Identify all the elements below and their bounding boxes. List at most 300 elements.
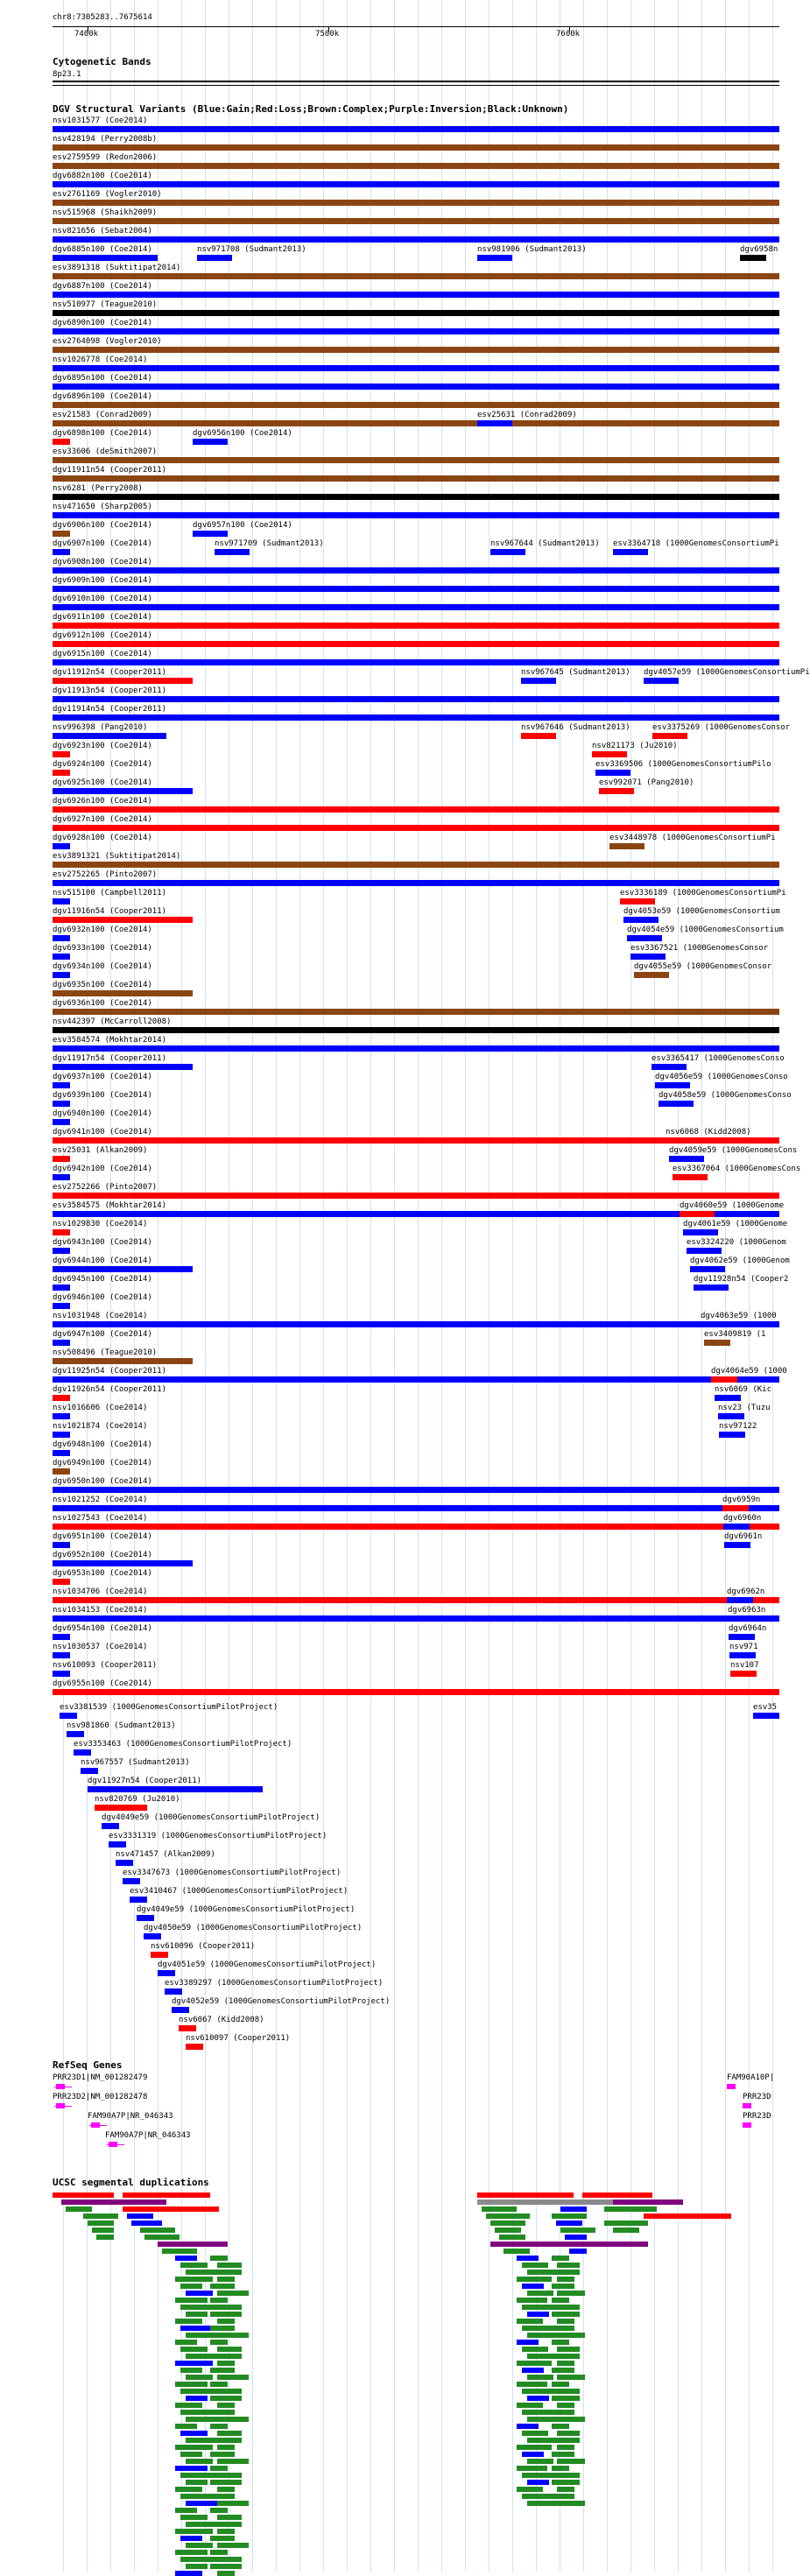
variant-bar[interactable] (683, 1229, 718, 1235)
variant-bar[interactable] (53, 1615, 779, 1622)
variant-label[interactable]: dgv6961n (724, 1532, 763, 1541)
variant-label[interactable]: nsv971709 (Sudmant2013) (215, 539, 324, 548)
variant-bar[interactable] (613, 549, 648, 555)
variant-label[interactable]: nsv996398 (Pang2010) (53, 723, 148, 732)
segdup-feature[interactable] (522, 2263, 548, 2268)
variant-label[interactable]: dgv6955n100 (Coe2014) (53, 1679, 152, 1688)
variant-bar[interactable] (53, 328, 779, 334)
variant-label[interactable]: dgv6939n100 (Coe2014) (53, 1091, 152, 1100)
variant-bar[interactable] (477, 255, 512, 261)
variant-bar[interactable] (53, 1505, 779, 1511)
variant-bar[interactable] (53, 457, 779, 463)
segdup-feature[interactable] (210, 2522, 242, 2527)
variant-label[interactable]: nsv981860 (Sudmant2013) (67, 1721, 176, 1730)
segdup-feature[interactable] (477, 2199, 626, 2205)
segdup-feature[interactable] (557, 2403, 574, 2408)
segdup-feature[interactable] (66, 2206, 92, 2212)
gene-label[interactable]: PRR23D (743, 2112, 771, 2121)
segdup-feature[interactable] (517, 2319, 543, 2324)
variant-bar[interactable] (53, 1229, 70, 1235)
variant-label[interactable]: dgv4052e59 (1000GenomesConsortiumPilotProject) (172, 1997, 391, 2006)
segdup-feature[interactable] (175, 2403, 202, 2408)
segdup-feature[interactable] (180, 2284, 202, 2289)
variant-label[interactable]: esv3331319 (1000GenomesConsortiumPilotProject) (109, 1832, 328, 1841)
segdup-feature[interactable] (217, 2361, 235, 2366)
variant-label[interactable]: dgv6923n100 (Coe2014) (53, 742, 152, 750)
segdup-feature[interactable] (217, 2319, 235, 2324)
segdup-feature[interactable] (210, 2536, 235, 2541)
variant-bar[interactable] (53, 1468, 70, 1475)
segdup-feature[interactable] (175, 2382, 208, 2387)
segdup-feature[interactable] (557, 2291, 585, 2296)
variant-bar[interactable] (595, 770, 630, 776)
segdup-feature[interactable] (569, 2249, 587, 2254)
variant-bar[interactable] (53, 236, 779, 243)
segdup-feature[interactable] (180, 2389, 218, 2394)
variant-bar[interactable] (644, 678, 679, 684)
variant-bar[interactable] (179, 2025, 196, 2031)
gene-exon[interactable] (56, 2084, 65, 2089)
variant-bar[interactable] (630, 954, 666, 960)
variant-label[interactable]: nsv1021252 (Coe2014) (53, 1496, 148, 1504)
segdup-feature[interactable] (552, 2368, 574, 2373)
variant-bar[interactable] (711, 1376, 737, 1383)
variant-bar[interactable] (666, 1137, 701, 1144)
segdup-feature[interactable] (552, 2270, 580, 2275)
variant-label[interactable]: nsv1026778 (Coe2014) (53, 355, 148, 364)
variant-label[interactable]: dgv6946n100 (Coe2014) (53, 1293, 152, 1302)
variant-bar[interactable] (53, 1560, 193, 1566)
variant-bar[interactable] (521, 733, 556, 739)
variant-label[interactable]: dgv6945n100 (Coe2014) (53, 1275, 152, 1284)
variant-bar[interactable] (53, 402, 779, 408)
variant-label[interactable]: nsv1030537 (Coe2014) (53, 1643, 148, 1651)
segdup-feature[interactable] (127, 2214, 153, 2219)
variant-bar[interactable] (53, 292, 779, 298)
variant-label[interactable]: esv2752265 (Pinto2007) (53, 870, 158, 879)
segdup-feature[interactable] (217, 2263, 242, 2268)
variant-label[interactable]: nsv1034153 (Coe2014) (53, 1606, 148, 1615)
segdup-feature[interactable] (217, 2305, 242, 2310)
variant-bar[interactable] (729, 1634, 755, 1640)
segdup-feature[interactable] (557, 2459, 585, 2464)
variant-label[interactable]: nsv515968 (Shaikh2009) (53, 208, 158, 217)
variant-label[interactable]: nsv610097 (Cooper2011) (186, 2034, 291, 2043)
segdup-feature[interactable] (180, 2473, 218, 2478)
segdup-feature[interactable] (217, 2501, 249, 2506)
segdup-feature[interactable] (180, 2452, 202, 2457)
variant-label[interactable]: dgv6937n100 (Coe2014) (53, 1073, 152, 1081)
variant-label[interactable]: nsv510977 (Teague2010) (53, 300, 158, 309)
variant-bar[interactable] (53, 1524, 779, 1530)
segdup-feature[interactable] (210, 2452, 235, 2457)
variant-label[interactable]: dgv6885n100 (Coe2014) (53, 245, 152, 254)
variant-bar[interactable] (81, 1768, 98, 1774)
segdup-feature[interactable] (175, 2361, 213, 2366)
segdup-feature[interactable] (140, 2228, 175, 2233)
segdup-feature[interactable] (217, 2417, 249, 2422)
refseq-track-title[interactable]: RefSeq Genes (53, 2059, 123, 2071)
variant-label[interactable]: dgv6906n100 (Coe2014) (53, 521, 152, 530)
variant-bar[interactable] (53, 862, 779, 868)
variant-bar[interactable] (53, 420, 779, 426)
variant-label[interactable]: nsv107 (730, 1661, 759, 1670)
variant-bar[interactable] (53, 1395, 70, 1401)
variant-label[interactable]: dgv6944n100 (Coe2014) (53, 1256, 152, 1265)
variant-label[interactable]: dgv6933n100 (Coe2014) (53, 944, 152, 953)
variant-bar[interactable] (53, 1634, 70, 1640)
segdup-feature[interactable] (527, 2312, 549, 2317)
segdup-feature[interactable] (210, 2564, 242, 2569)
variant-bar[interactable] (53, 1376, 779, 1383)
segdup-feature[interactable] (180, 2305, 218, 2310)
variant-label[interactable]: dgv6895n100 (Coe2014) (53, 374, 152, 383)
variant-bar[interactable] (53, 1597, 779, 1603)
segdup-feature[interactable] (175, 2424, 197, 2429)
variant-bar[interactable] (53, 439, 70, 445)
variant-label[interactable]: dgv6960n (723, 1514, 762, 1523)
segdup-feature[interactable] (522, 2326, 553, 2331)
variant-bar[interactable] (53, 1303, 70, 1309)
segdup-feature[interactable] (560, 2228, 595, 2233)
variant-bar[interactable] (137, 1915, 154, 1921)
variant-bar[interactable] (53, 770, 70, 776)
segdup-feature[interactable] (210, 2298, 228, 2303)
variant-label[interactable]: dgv6964n (729, 1624, 767, 1633)
variant-label[interactable]: nsv442397 (McCarroll2008) (53, 1017, 172, 1026)
segdup-feature[interactable] (557, 2263, 580, 2268)
variant-bar[interactable] (53, 751, 70, 757)
segdup-feature[interactable] (522, 2452, 544, 2457)
variant-label[interactable]: esv3891318 (Suktitipat2014) (53, 264, 181, 272)
segdup-feature[interactable] (477, 2192, 574, 2198)
segdup-feature[interactable] (517, 2424, 539, 2429)
variant-bar[interactable] (53, 512, 779, 518)
segdup-feature[interactable] (180, 2347, 208, 2352)
variant-bar[interactable] (53, 954, 70, 960)
variant-label[interactable]: dgv6962n (727, 1587, 765, 1596)
variant-bar[interactable] (53, 1321, 779, 1327)
segdup-feature[interactable] (552, 2494, 574, 2499)
variant-bar[interactable] (652, 733, 687, 739)
variant-bar[interactable] (53, 531, 70, 537)
variant-bar[interactable] (53, 310, 779, 316)
variant-label[interactable]: esv2759599 (Redon2006) (53, 153, 158, 162)
variant-label[interactable]: dgv11928n54 (Cooper2 (694, 1275, 789, 1284)
segdup-feature[interactable] (522, 2410, 553, 2415)
segdup-feature[interactable] (504, 2249, 530, 2254)
variant-bar[interactable] (477, 420, 512, 426)
variant-bar[interactable] (53, 678, 193, 684)
variant-label[interactable]: nsv967644 (Sudmant2013) (490, 539, 600, 548)
segdup-feature[interactable] (522, 2431, 548, 2436)
variant-label[interactable]: dgv6959n (722, 1496, 761, 1504)
segdup-feature[interactable] (180, 2515, 208, 2520)
variant-bar[interactable] (53, 1045, 779, 1052)
segdup-feature[interactable] (180, 2431, 208, 2436)
segdup-feature[interactable] (175, 2298, 208, 2303)
variant-label[interactable]: esv35 (753, 1703, 778, 1712)
segdup-feature[interactable] (180, 2368, 202, 2373)
variant-label[interactable]: dgv6942n100 (Coe2014) (53, 1165, 152, 1173)
variant-bar[interactable] (53, 825, 779, 831)
variant-label[interactable]: esv25031 (Alkan2009) (53, 1146, 148, 1155)
variant-bar[interactable] (53, 843, 70, 849)
variant-bar[interactable] (730, 1671, 757, 1677)
variant-bar[interactable] (53, 163, 779, 169)
segdup-feature[interactable] (522, 2389, 557, 2394)
variant-bar[interactable] (53, 1082, 70, 1088)
variant-bar[interactable] (53, 972, 70, 978)
segdup-feature[interactable] (552, 2312, 580, 2317)
variant-label[interactable]: dgv6915n100 (Coe2014) (53, 650, 152, 658)
segdup-feature[interactable] (210, 2396, 242, 2401)
segdup-feature[interactable] (604, 2206, 657, 2212)
variant-bar[interactable] (53, 200, 779, 206)
segdup-feature[interactable] (560, 2206, 587, 2212)
variant-label[interactable]: nsv967646 (Sudmant2013) (521, 723, 630, 732)
variant-bar[interactable] (634, 972, 669, 978)
variant-bar[interactable] (130, 1897, 147, 1903)
segdup-feature[interactable] (175, 2508, 197, 2513)
variant-label[interactable]: dgv11916n54 (Cooper2011) (53, 907, 167, 916)
variant-label[interactable]: nsv515100 (Campbell2011) (53, 889, 167, 897)
variant-label[interactable]: nsv967645 (Sudmant2013) (521, 668, 630, 677)
segdup-feature[interactable] (517, 2466, 547, 2471)
segdup-feature[interactable] (499, 2235, 525, 2240)
variant-label[interactable]: nsv971 (729, 1643, 758, 1651)
gene-label[interactable]: FAM90A7P|NR_046343 (88, 2112, 173, 2121)
variant-label[interactable]: esv3409819 (1 (704, 1330, 766, 1339)
segdup-feature[interactable] (557, 2375, 585, 2380)
segdup-feature[interactable] (217, 2333, 249, 2338)
variant-label[interactable]: esv3367064 (1000GenomesCons (673, 1165, 801, 1173)
variant-bar[interactable] (109, 1841, 126, 1848)
segdup-feature[interactable] (486, 2214, 530, 2219)
segdup-feature[interactable] (552, 2480, 580, 2485)
variant-label[interactable]: dgv6882n100 (Coe2014) (53, 172, 152, 180)
variant-bar[interactable] (53, 475, 779, 482)
segdup-feature[interactable] (217, 2487, 235, 2492)
variant-label[interactable]: dgv4057e59 (1000GenomesConsortiumPi (644, 668, 810, 677)
variant-bar[interactable] (53, 1487, 779, 1493)
segdup-feature[interactable] (210, 2340, 228, 2345)
segdup-feature[interactable] (552, 2326, 574, 2331)
segdup-feature[interactable] (490, 2221, 525, 2226)
variant-bar[interactable] (60, 1713, 77, 1719)
variant-bar[interactable] (95, 1805, 147, 1811)
variant-bar[interactable] (197, 255, 232, 261)
variant-label[interactable]: dgv4049e59 (1000GenomesConsortiumPilotProject) (137, 1905, 356, 1914)
segdup-feature[interactable] (186, 2459, 213, 2464)
variant-label[interactable]: dgv6896n100 (Coe2014) (53, 392, 152, 401)
variant-bar[interactable] (53, 1284, 70, 1291)
variant-label[interactable]: esv3375269 (1000GenomesConsor (652, 723, 791, 732)
dgv-track-title[interactable]: DGV Structural Variants (Blue:Gain;Red:Loss;Brown:Complex;Purple:Inversion;Black:Unknown) (53, 103, 569, 115)
variant-bar[interactable] (144, 1933, 161, 1939)
segdup-feature[interactable] (217, 2459, 249, 2464)
variant-bar[interactable] (718, 1413, 744, 1419)
variant-bar[interactable] (186, 2044, 203, 2050)
segdup-feature[interactable] (96, 2235, 114, 2240)
gene-exon[interactable] (91, 2122, 100, 2128)
variant-bar[interactable] (723, 1524, 750, 1530)
variant-bar[interactable] (53, 1689, 779, 1695)
variant-label[interactable]: dgv11925n54 (Cooper2011) (53, 1367, 167, 1376)
variant-bar[interactable] (53, 549, 70, 555)
variant-label[interactable]: dgv6935n100 (Coe2014) (53, 981, 152, 989)
variant-label[interactable]: esv2752266 (Pinto2007) (53, 1183, 158, 1192)
segdup-feature[interactable] (210, 2438, 242, 2443)
variant-label[interactable]: dgv6947n100 (Coe2014) (53, 1330, 152, 1339)
segdup-feature[interactable] (517, 2445, 552, 2450)
variant-bar[interactable] (53, 1119, 70, 1125)
segdup-feature[interactable] (527, 2459, 553, 2464)
segdup-feature[interactable] (92, 2228, 114, 2233)
segdup-feature[interactable] (186, 2543, 213, 2548)
variant-label[interactable]: esv3389297 (1000GenomesConsortiumPilotProject) (165, 1979, 384, 1988)
variant-bar[interactable] (680, 1211, 715, 1217)
variant-bar[interactable] (53, 898, 70, 904)
segdup-feature[interactable] (522, 2284, 544, 2289)
variant-label[interactable]: dgv4061e59 (1000Genome (683, 1220, 788, 1228)
segdup-feature[interactable] (552, 2466, 569, 2471)
variant-bar[interactable] (53, 1358, 193, 1364)
variant-bar[interactable] (690, 1266, 725, 1272)
variant-bar[interactable] (123, 1878, 140, 1884)
segdup-feature[interactable] (522, 2368, 544, 2373)
segdup-feature[interactable] (604, 2221, 648, 2226)
variant-bar[interactable] (53, 1009, 779, 1015)
segdup-feature[interactable] (557, 2445, 574, 2450)
variant-bar[interactable] (53, 384, 779, 390)
variant-bar[interactable] (669, 1156, 704, 1162)
segdup-feature[interactable] (552, 2452, 574, 2457)
segdup-feature[interactable] (162, 2249, 197, 2254)
segdup-feature[interactable] (517, 2403, 543, 2408)
segdup-feature[interactable] (210, 2550, 228, 2555)
segdup-feature[interactable] (123, 2192, 210, 2198)
variant-bar[interactable] (687, 1248, 722, 1254)
segdup-feature[interactable] (210, 2494, 235, 2499)
segdup-feature[interactable] (557, 2347, 580, 2352)
variant-label[interactable]: nsv967557 (Sudmant2013) (81, 1758, 190, 1767)
variant-label[interactable]: esv3448978 (1000GenomesConsortiumPi (609, 834, 776, 842)
variant-label[interactable]: dgv6912n100 (Coe2014) (53, 631, 152, 640)
variant-bar[interactable] (620, 898, 655, 904)
variant-bar[interactable] (592, 751, 627, 757)
segdup-feature[interactable] (517, 2340, 539, 2345)
segdup-feature[interactable] (217, 2389, 242, 2394)
variant-label[interactable]: dgv6950n100 (Coe2014) (53, 1477, 152, 1486)
variant-bar[interactable] (53, 935, 70, 941)
variant-bar[interactable] (652, 1064, 687, 1070)
variant-label[interactable]: esv3353463 (1000GenomesConsortiumPilotProject) (74, 1740, 292, 1749)
segdup-feature[interactable] (210, 2312, 242, 2317)
variant-label[interactable]: dgv6907n100 (Coe2014) (53, 539, 152, 548)
segdup-feature[interactable] (210, 2326, 235, 2331)
variant-label[interactable]: nsv428194 (Perry2008b) (53, 135, 158, 144)
segdup-feature[interactable] (613, 2199, 683, 2205)
variant-bar[interactable] (659, 1101, 694, 1107)
segdup-feature[interactable] (557, 2361, 574, 2366)
variant-bar[interactable] (704, 1340, 730, 1346)
segdup-feature[interactable] (552, 2424, 569, 2429)
variant-label[interactable]: esv3336189 (1000GenomesConsortiumPi (620, 889, 786, 897)
variant-label[interactable]: esv3584574 (Mokhtar2014) (53, 1036, 167, 1045)
variant-label[interactable]: dgv11912n54 (Cooper2011) (53, 668, 167, 677)
segdup-feature[interactable] (175, 2466, 208, 2471)
segdup-feature[interactable] (131, 2221, 162, 2226)
variant-bar[interactable] (53, 1064, 193, 1070)
segdup-feature[interactable] (175, 2571, 202, 2576)
segdup-feature[interactable] (557, 2277, 574, 2282)
variant-label[interactable]: esv3381539 (1000GenomesConsortiumPilotProject) (60, 1703, 278, 1712)
variant-bar[interactable] (53, 1671, 70, 1677)
variant-bar[interactable] (88, 1786, 263, 1792)
variant-label[interactable]: dgv6898n100 (Coe2014) (53, 429, 152, 438)
variant-bar[interactable] (655, 1082, 690, 1088)
segdup-feature[interactable] (557, 2487, 574, 2492)
variant-bar[interactable] (53, 1174, 70, 1180)
variant-bar[interactable] (53, 623, 779, 629)
segdup-feature[interactable] (552, 2256, 569, 2261)
segdup-feature[interactable] (210, 2382, 228, 2387)
segdup-feature[interactable] (527, 2480, 549, 2485)
gene-exon[interactable] (743, 2122, 751, 2128)
segdup-feature[interactable] (552, 2298, 569, 2303)
gene-exon[interactable] (56, 2103, 65, 2108)
variant-label[interactable]: esv3367521 (1000GenomesConsor (630, 944, 769, 953)
segdup-feature[interactable] (527, 2396, 549, 2401)
segdup-feature[interactable] (557, 2333, 585, 2338)
segdup-feature[interactable] (180, 2410, 213, 2415)
segdup-feature[interactable] (175, 2529, 213, 2534)
variant-bar[interactable] (701, 1321, 736, 1327)
variant-label[interactable]: esv3369506 (1000GenomesConsortiumPilo (595, 760, 771, 769)
segdup-feature[interactable] (552, 2284, 574, 2289)
variant-label[interactable]: esv3584575 (Mokhtar2014) (53, 1201, 167, 1210)
variant-bar[interactable] (53, 1266, 193, 1272)
variant-label[interactable]: dgv6956n100 (Coe2014) (193, 429, 292, 438)
variant-label[interactable]: nsv6281 (Perry2008) (53, 484, 143, 493)
variant-label[interactable]: dgv6908n100 (Coe2014) (53, 558, 152, 567)
variant-label[interactable]: dgv6949n100 (Coe2014) (53, 1459, 152, 1467)
segdup-feature[interactable] (552, 2396, 580, 2401)
variant-label[interactable]: dgv6948n100 (Coe2014) (53, 1440, 152, 1449)
segdup-feature[interactable] (180, 2557, 218, 2562)
variant-label[interactable]: dgv4051e59 (1000GenomesConsortiumPilotProject) (158, 1960, 377, 1969)
segdup-feature[interactable] (217, 2515, 242, 2520)
variant-label[interactable]: dgv4055e59 (1000GenomesConsor (634, 962, 772, 971)
variant-bar[interactable] (673, 1174, 708, 1180)
segdup-feature[interactable] (186, 2480, 208, 2485)
gene-exon[interactable] (727, 2084, 736, 2089)
variant-bar[interactable] (151, 1952, 168, 1958)
segdup-feature[interactable] (61, 2199, 166, 2205)
variant-bar[interactable] (193, 531, 228, 537)
segdup-feature[interactable] (490, 2242, 648, 2247)
segdup-feature[interactable] (217, 2445, 235, 2450)
variant-bar[interactable] (53, 604, 779, 610)
variant-bar[interactable] (727, 1597, 753, 1603)
segdup-feature[interactable] (88, 2221, 114, 2226)
segdup-feature[interactable] (217, 2403, 235, 2408)
segdup-feature[interactable] (210, 2354, 242, 2359)
gene-label[interactable]: PRR23D1|NM_001282479 (53, 2073, 148, 2082)
variant-label[interactable]: dgv4053e59 (1000GenomesConsortium (623, 907, 780, 916)
variant-label[interactable]: nsv820769 (Ju2010) (95, 1795, 180, 1804)
